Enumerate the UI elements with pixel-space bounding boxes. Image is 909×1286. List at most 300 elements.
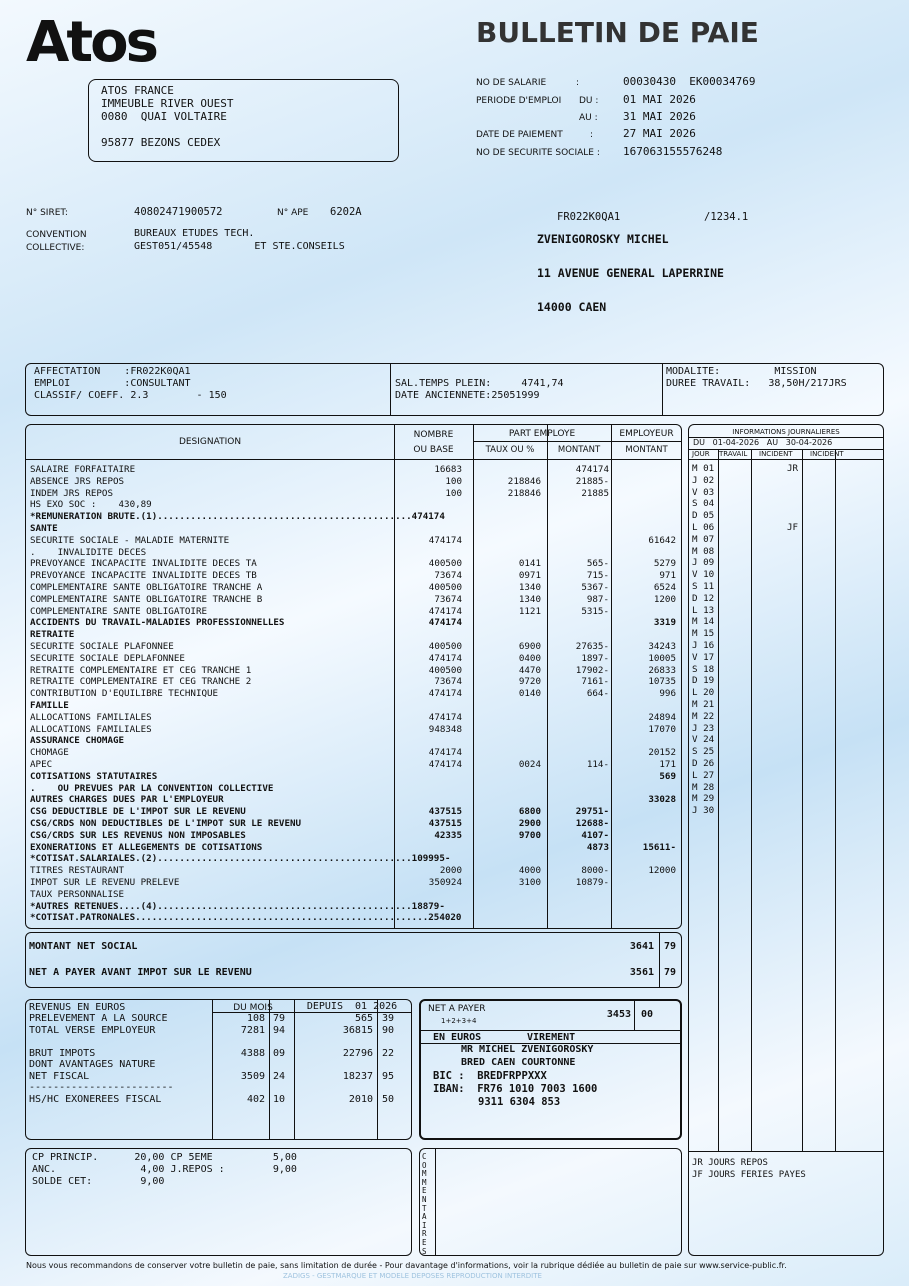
pay-line — [26, 594, 682, 606]
pay-line-designation: CONTRIBUTION D'EQUILIBRE TECHNIQUE — [30, 688, 219, 700]
journal-day-incident: JF — [787, 522, 799, 533]
pay-line-employeur: 12000 — [648, 865, 676, 877]
col-designation: DESIGNATION — [178, 437, 242, 447]
payment-box — [419, 999, 682, 1140]
pay-line — [26, 464, 682, 476]
commentaires-letter: T — [422, 1203, 427, 1213]
pay-line-montant: 10879- — [575, 877, 609, 888]
pay-line-taux: 218846 — [507, 475, 541, 487]
revenus-row-depuis-cents: 22 — [382, 1047, 395, 1059]
ape-label: N° APE — [277, 208, 309, 218]
pay-line-employeur: 171 — [659, 759, 676, 770]
pay-line-employeur: 5279 — [653, 558, 676, 570]
pay-line — [26, 499, 682, 511]
pay-line-base: 474174 — [428, 534, 462, 546]
pay-line-designation: COMPLEMENTAIRE SANTE OBLIGATOIRE TRANCHE B — [30, 593, 263, 605]
du-value: 01 MAI 2026 — [623, 93, 696, 106]
pay-line-montant: 29751- — [575, 806, 609, 818]
pay-line-employeur: 33028 — [648, 794, 676, 806]
journal-day: S 25 — [692, 746, 715, 758]
pay-line-taux: 1340 — [518, 582, 541, 593]
pay-line-designation: TAUX PERSONNALISE — [30, 888, 125, 900]
pay-line-designation: *AUTRES RETENUES....(4)..............................................18879- — [30, 900, 445, 912]
journal-col-jour: JOUR — [692, 450, 710, 458]
pay-line — [26, 523, 682, 535]
pay-line-taux: 2900 — [518, 818, 541, 829]
net-social-label: MONTANT NET SOCIAL — [29, 941, 138, 952]
pay-line-taux: 6900 — [518, 641, 541, 652]
pay-line-base: 437515 — [428, 806, 462, 818]
revenus-row-mois-cents: 94 — [273, 1024, 286, 1036]
revenus-row-label: HS/HC EXONEREES FISCAL — [29, 1093, 162, 1105]
pay-line-employeur: 61642 — [648, 534, 676, 546]
pay-line-base: 400500 — [428, 582, 462, 593]
pay-line-designation: TITRES RESTAURANT — [30, 865, 125, 877]
journal-day: D 12 — [692, 592, 715, 604]
pay-line-employeur: 6524 — [653, 582, 676, 593]
commentaires-letter: O — [422, 1160, 427, 1170]
pay-line — [26, 700, 682, 712]
pay-line-taux: 1121 — [518, 605, 541, 617]
pay-line-taux: 4000 — [518, 865, 541, 877]
classification: CLASSIF/ COEFF. 2.3 - 150 — [34, 390, 227, 401]
journal-col-incident2: INCIDENT — [810, 450, 844, 458]
pay-line-designation: SANTE — [30, 523, 58, 534]
revenus-row-label: DONT AVANTAGES NATURE — [29, 1059, 156, 1070]
pay-line-designation: CSG DEDUCTIBLE DE L'IMPOT SUR LE REVENU — [30, 806, 246, 818]
journal-day-incident: JR — [787, 463, 799, 474]
pay-line — [26, 877, 682, 889]
pay-line — [26, 842, 682, 854]
journal-day: L 27 — [692, 769, 715, 781]
revenus-row-mois-cents: 79 — [273, 1013, 286, 1024]
revenus-row-mois-cents: 10 — [273, 1093, 286, 1105]
journal-day: M 01 — [692, 463, 715, 474]
pay-line-montant: 5315- — [581, 605, 609, 617]
net-a-payer-label: NET A PAYER — [428, 1004, 486, 1014]
pay-line-montant: 21885 — [581, 487, 609, 499]
pay-line-taux: 0971 — [518, 570, 541, 582]
company-logo: Atos — [26, 10, 156, 75]
net-a-payer-sub: 1+2+3+4 — [441, 1017, 477, 1025]
col-montant: MONTANT — [557, 445, 601, 455]
pay-line — [26, 476, 682, 488]
pay-line-designation: RETRAITE — [30, 629, 75, 641]
journal-day: J 09 — [692, 557, 715, 569]
pay-line-designation: EXONERATIONS ET ALLEGEMENTS DE COTISATIONS — [30, 841, 263, 853]
pay-line-base: 42335 — [434, 829, 462, 841]
commentaires-letter: C — [422, 1152, 427, 1161]
pay-line-base: 16683 — [434, 464, 462, 475]
pay-line — [26, 712, 682, 724]
revenus-row-depuis-cents: 90 — [382, 1024, 395, 1036]
duree-travail: DUREE TRAVAIL: 38,50H/217JRS — [666, 378, 847, 389]
revenus-row-depuis-cents: 50 — [382, 1093, 395, 1105]
pay-line-employeur: 17070 — [648, 723, 676, 735]
pay-line-base: 948348 — [428, 723, 462, 735]
employer-address-box — [88, 79, 399, 162]
du-label: DU : — [579, 96, 599, 106]
pay-line — [26, 759, 682, 771]
revenus-row-depuis: 36815 — [342, 1024, 373, 1036]
revenus-row-label: PRELEVEMENT A LA SOURCE — [29, 1013, 168, 1024]
footer-note: Nous vous recommandons de conserver votre bulletin de paie, sans limitation de durée - Pour davantage d'informations, voir la rubrique dédiée au bulletin de paie sur www.service-public.fr. — [26, 1261, 787, 1270]
conges-box — [25, 1148, 412, 1256]
journal-day: J 30 — [692, 805, 715, 817]
position-box — [25, 363, 884, 416]
pay-line — [26, 901, 682, 913]
siret-value: 40802471900572 — [134, 206, 223, 218]
commentaires-letter: R — [422, 1229, 427, 1239]
revenus-row-mois-cents: 09 — [273, 1047, 286, 1059]
pay-line — [26, 865, 682, 877]
pay-line-montant: 12688- — [575, 818, 609, 829]
pay-line-designation: AUTRES CHARGES DUES PAR L'EMPLOYEUR — [30, 794, 224, 806]
employee-ref2: /1234.1 — [704, 211, 749, 223]
emploi: EMPLOI :CONSULTANT — [34, 378, 191, 389]
pay-line — [26, 853, 682, 865]
au-value: 31 MAI 2026 — [623, 110, 696, 123]
journal-day: V 10 — [692, 569, 715, 581]
pay-line-base: 400500 — [428, 664, 462, 676]
pay-line-taux: 3100 — [518, 877, 541, 888]
commentaires-letter: I — [422, 1220, 427, 1230]
ape-value: 6202A — [330, 206, 362, 218]
revenus-row-mois: 402 — [246, 1093, 265, 1105]
net-social-cents: 79 — [664, 941, 677, 952]
revenus-row-mois: 4388 — [240, 1047, 265, 1059]
pay-line-base: 474174 — [428, 711, 462, 723]
pay-line-designation: SECURITE SOCIALE DEPLAFONNEE — [30, 652, 185, 664]
pay-line-montant: 4107- — [581, 829, 609, 841]
revenus-row-mois: 3509 — [240, 1070, 265, 1082]
journal-day: M 28 — [692, 781, 715, 793]
col-nombre: NOMBRE — [413, 430, 454, 440]
pay-line — [26, 889, 682, 901]
pay-line-taux: 4470 — [518, 664, 541, 676]
commentaires-letter: S — [422, 1246, 427, 1256]
pay-line-designation: *REMUNERATION BRUTE.(1)..............................................474174 — [30, 511, 445, 523]
employer-line3: 0080 QUAI VOLTAIRE — [101, 110, 227, 123]
pay-line-montant: 5367- — [581, 582, 609, 593]
pay-line-montant: 7161- — [581, 676, 609, 688]
commentaires-letter: M — [422, 1177, 427, 1187]
pay-line-designation: ABSENCE JRS REPOS — [30, 475, 125, 487]
au-label: AU : — [579, 113, 598, 123]
conges-line3: SOLDE CET: 9,00 — [32, 1176, 165, 1187]
pay-line — [26, 606, 682, 618]
periode-label: PERIODE D'EMPLOI — [476, 96, 562, 106]
iban-2: 9311 6304 853 — [478, 1096, 561, 1108]
pay-line — [26, 629, 682, 641]
pay-line-base: 400500 — [428, 641, 462, 652]
pay-line-employeur: 26833 — [648, 664, 676, 676]
pay-line — [26, 747, 682, 759]
journal-day: M 15 — [692, 628, 715, 640]
revenus-row-label: NET FISCAL — [29, 1070, 90, 1082]
journal-day: M 14 — [692, 616, 715, 628]
pay-line — [26, 783, 682, 795]
journal-day: M 22 — [692, 710, 715, 722]
net-a-payer-euros: 3453 — [606, 1009, 631, 1020]
revenus-row-depuis-cents: 95 — [382, 1070, 395, 1082]
pay-line-designation: PREVOYANCE INCAPACITE INVALIDITE DECES TA — [30, 558, 257, 570]
convention-value2: GEST051/45548 ET STE.CONSEILS — [134, 241, 345, 252]
pay-line-designation: SECURITE SOCIALE PLAFONNEE — [30, 641, 174, 652]
pay-line — [26, 806, 682, 818]
journal-period: DU 01-04-2026 AU 30-04-2026 — [693, 438, 833, 447]
pay-line-employeur: 3319 — [653, 617, 676, 629]
col-employeur: EMPLOYEUR — [619, 429, 674, 439]
pay-line — [26, 665, 682, 677]
pay-line-montant: 474174 — [575, 464, 609, 475]
revenus-depuis: DEPUIS 01 2026 — [306, 1001, 398, 1012]
pay-line — [26, 771, 682, 783]
journal-day: D 05 — [692, 510, 715, 522]
revenus-du-mois: DU MOIS — [233, 1003, 273, 1013]
col-part-employe: PART EMPLOYE — [508, 429, 576, 439]
pay-line-employeur: 10735 — [648, 676, 676, 688]
pay-line-designation: HS EXO SOC : 430,89 — [30, 499, 152, 511]
paiement-label: DATE DE PAIEMENT — [476, 130, 563, 140]
pay-line-taux: 9720 — [518, 676, 541, 688]
employer-line2: IMMEUBLE RIVER OUEST — [101, 97, 234, 110]
salarie-value: 00030430 EK00034769 — [623, 75, 756, 88]
revenus-row-mois-cents: 24 — [273, 1070, 286, 1082]
pay-line — [26, 724, 682, 736]
pay-line-designation: *COTISAT.PATRONALES.....................................................254020 — [30, 912, 462, 924]
pay-line-designation: IMPOT SUR LE REVENU PRELEVE — [30, 877, 180, 888]
journal-col-incident: INCIDENT — [759, 450, 793, 458]
pay-line — [26, 558, 682, 570]
pay-line-designation: . OU PREVUES PAR LA CONVENTION COLLECTIVE — [30, 782, 274, 794]
journal-day: J 02 — [692, 474, 715, 486]
pay-line-employeur: 20152 — [648, 747, 676, 759]
pay-line-designation: CSG/CRDS NON DEDUCTIBLES DE L'IMPOT SUR LE REVENU — [30, 818, 302, 829]
net-social-euros: 3641 — [629, 941, 654, 952]
commentaires-letter: M — [422, 1169, 427, 1179]
journal-col-travail: TRAVAIL — [719, 450, 748, 458]
journal-day: D 26 — [692, 758, 715, 769]
journal-legend-jr: JR JOURS REPOS — [692, 1158, 768, 1168]
journal-day: S 11 — [692, 581, 715, 592]
pay-line — [26, 794, 682, 806]
pay-line — [26, 570, 682, 582]
pay-line-designation: ALLOCATIONS FAMILIALES — [30, 711, 152, 723]
pay-line-designation: CHOMAGE — [30, 747, 69, 759]
pay-line-employeur: 971 — [659, 570, 676, 582]
pay-line-montant: 27635- — [575, 641, 609, 652]
employee-city: 14000 CAEN — [537, 300, 607, 314]
commentaires-letter: A — [422, 1212, 427, 1222]
pay-lines — [26, 464, 682, 926]
pay-line-designation: COMPLEMENTAIRE SANTE OBLIGATOIRE — [30, 605, 208, 617]
col-ou-base: OU BASE — [413, 445, 454, 455]
journal-day: L 20 — [692, 687, 715, 699]
net-a-payer-cents: 00 — [641, 1009, 654, 1020]
pay-line-employeur: 15611- — [642, 841, 676, 853]
bank-name: BRED CAEN COURTONNE — [461, 1057, 576, 1068]
journal-day: J 16 — [692, 640, 715, 651]
employee-ref: FR022K0QA1 — [557, 211, 621, 223]
pay-line-designation: SECURITE SOCIALE - MALADIE MATERNITE — [30, 534, 230, 546]
pay-line-montant: 565- — [586, 558, 609, 570]
journal-day: D 19 — [692, 675, 715, 687]
journal-title: INFORMATIONS JOURNALIERES — [732, 428, 840, 436]
pay-line-taux: 6800 — [518, 806, 541, 818]
date-anciennete: DATE ANCIENNETE:25051999 — [395, 390, 540, 401]
employee-street: 11 AVENUE GENERAL LAPERRINE — [537, 266, 724, 280]
pay-line — [26, 818, 682, 830]
journal-day: V 17 — [692, 651, 715, 663]
journal-day: S 04 — [692, 498, 715, 510]
en-euros: EN EUROS — [433, 1032, 482, 1043]
journal-day: M 08 — [692, 545, 715, 557]
pay-line-taux: 0141 — [518, 558, 541, 570]
pay-line-designation: CSG/CRDS SUR LES REVENUS NON IMPOSABLES — [30, 829, 246, 841]
journal-day: S 18 — [692, 663, 715, 675]
journal-day: L 06 — [692, 522, 715, 533]
col-taux: TAUX OU % — [485, 445, 535, 455]
revenus-row-label: TOTAL VERSE EMPLOYEUR — [29, 1024, 156, 1036]
revenus-row-depuis: 22796 — [342, 1047, 373, 1059]
pay-line-base: 437515 — [428, 818, 462, 829]
pay-line-base: 73674 — [434, 676, 462, 688]
pay-line — [26, 617, 682, 629]
pay-line-montant: 114- — [586, 759, 609, 770]
pay-line-montant: 17902- — [575, 664, 609, 676]
commentaires-box — [419, 1148, 682, 1256]
pay-line-taux: 218846 — [507, 487, 541, 499]
journal-day: V 24 — [692, 734, 715, 746]
pay-line-employeur: 34243 — [648, 641, 676, 652]
revenus-row-depuis: 2010 — [348, 1093, 373, 1105]
revenus-row-mois: 108 — [246, 1013, 265, 1024]
pay-line — [26, 912, 682, 924]
pay-line — [26, 641, 682, 653]
net-box — [25, 932, 682, 988]
pay-line-montant: 1897- — [581, 652, 609, 664]
convention-label1: CONVENTION — [26, 230, 87, 240]
pay-line-employeur: 10005 — [648, 652, 676, 664]
revenus-row-label: ------------------------ — [29, 1082, 174, 1093]
pay-line-designation: COTISATIONS STATUTAIRES — [30, 770, 158, 782]
revenus-row-depuis: 18237 — [342, 1070, 373, 1082]
pay-line-base: 100 — [445, 487, 462, 499]
pay-line-montant: 8000- — [581, 865, 609, 877]
pay-line-designation: SALAIRE FORFAITAIRE — [30, 464, 136, 475]
pay-line-taux: 9700 — [518, 829, 541, 841]
pay-line-base: 474174 — [428, 759, 462, 770]
paiement-value: 27 MAI 2026 — [623, 127, 696, 140]
pay-line-designation: ASSURANCE CHOMAGE — [30, 735, 125, 747]
revenus-row-label: BRUT IMPOTS — [29, 1047, 96, 1059]
pay-line-base: 400500 — [428, 558, 462, 570]
journal-legend-jf: JF JOURS FERIES PAYES — [692, 1170, 806, 1180]
pay-line-base: 474174 — [428, 688, 462, 700]
pay-line-base: 350924 — [428, 877, 462, 888]
conges-line1: CP PRINCIP. 20,00 CP 5EME 5,00 — [32, 1152, 297, 1163]
revenus-box — [25, 999, 412, 1140]
pay-line-montant: 987- — [586, 593, 609, 605]
pay-line — [26, 676, 682, 688]
journal-day: M 21 — [692, 699, 715, 710]
pay-line-employeur: 1200 — [653, 593, 676, 605]
conges-line2: ANC. 4,00 J.REPOS : 9,00 — [32, 1164, 297, 1175]
pay-line-designation: FAMILLE — [30, 700, 69, 711]
pay-line-designation: ALLOCATIONS FAMILIALES — [30, 723, 152, 735]
col-employeur-montant: MONTANT — [625, 445, 668, 455]
pay-line — [26, 488, 682, 500]
pay-line-designation: PREVOYANCE INCAPACITE INVALIDITE DECES TB — [30, 570, 257, 582]
pay-line-employeur: 24894 — [648, 711, 676, 723]
pay-line-designation: RETRAITE COMPLEMENTAIRE ET CEG TRANCHE 1 — [30, 664, 252, 676]
commentaires-letter: E — [422, 1238, 427, 1247]
pay-line-taux: 0024 — [518, 759, 541, 770]
pay-line-base: 474174 — [428, 605, 462, 617]
journal-day: V 03 — [692, 486, 715, 498]
pay-line-employeur: 996 — [659, 688, 676, 700]
affectation: AFFECTATION :FR022K0QA1 — [34, 366, 191, 377]
pay-line-montant: 21885- — [575, 475, 609, 487]
iban: IBAN: FR76 1010 7003 1600 — [433, 1083, 598, 1095]
pay-line-base: 474174 — [428, 652, 462, 664]
pay-line-taux: 0140 — [518, 688, 541, 700]
paiement-sep: : — [590, 130, 594, 140]
beneficiary: MR MICHEL ZVENIGOROSKY — [461, 1044, 594, 1055]
pay-line — [26, 830, 682, 842]
pay-line-base: 2000 — [439, 865, 462, 877]
journal-day: L 13 — [692, 604, 715, 616]
footer-copyright: ZADIGS - GESTMARQUE ET MODELE DEPOSES REPRODUCTION INTERDITE — [283, 1272, 542, 1280]
net-avant-impot-cents: 79 — [664, 967, 677, 978]
net-avant-impot-label: NET A PAYER AVANT IMPOT SUR LE REVENU — [29, 967, 252, 978]
revenus-row-depuis-cents: 39 — [382, 1013, 395, 1024]
salarie-label: NO DE SALARIE — [476, 78, 547, 88]
pay-line-designation: ACCIDENTS DU TRAVAIL-MALADIES PROFESSIONNELLES — [30, 617, 285, 629]
revenus-title: REVENUS EN EUROS — [29, 1002, 126, 1013]
pay-line-designation: COMPLEMENTAIRE SANTE OBLIGATOIRE TRANCHE A — [30, 582, 263, 593]
revenus-row-depuis: 565 — [354, 1013, 373, 1024]
pay-line-base: 73674 — [434, 570, 462, 582]
revenus-row-mois: 7281 — [240, 1024, 265, 1036]
pay-line-base: 73674 — [434, 593, 462, 605]
pay-line-montant: 4873 — [586, 841, 609, 853]
pay-line-taux: 0400 — [518, 652, 541, 664]
pay-line — [26, 653, 682, 665]
secu-label: NO DE SECURITE SOCIALE : — [476, 148, 600, 158]
pay-line — [26, 511, 682, 523]
pay-line — [26, 582, 682, 594]
pay-line-designation: APEC — [30, 759, 53, 770]
pay-line-employeur: 569 — [659, 770, 676, 782]
pay-line-designation: INDEM JRS REPOS — [30, 487, 113, 499]
employer-city: 95877 BEZONS CEDEX — [101, 136, 221, 149]
commentaires-letter: E — [422, 1186, 427, 1196]
pay-line-designation: . INVALIDITE DECES — [30, 546, 147, 558]
journal-day: J 23 — [692, 722, 715, 734]
pay-line — [26, 688, 682, 700]
pay-line — [26, 547, 682, 559]
net-avant-impot-euros: 3561 — [629, 967, 654, 978]
journal-day: M 29 — [692, 793, 715, 805]
convention-value1: BUREAUX ETUDES TECH. — [134, 228, 255, 239]
salaire-temps-plein: SAL.TEMPS PLEIN: 4741,74 — [395, 378, 564, 389]
pay-line — [26, 535, 682, 547]
pay-line-montant: 664- — [586, 688, 609, 700]
employer-name: ATOS FRANCE — [101, 84, 174, 97]
pay-lines-table — [25, 424, 682, 929]
